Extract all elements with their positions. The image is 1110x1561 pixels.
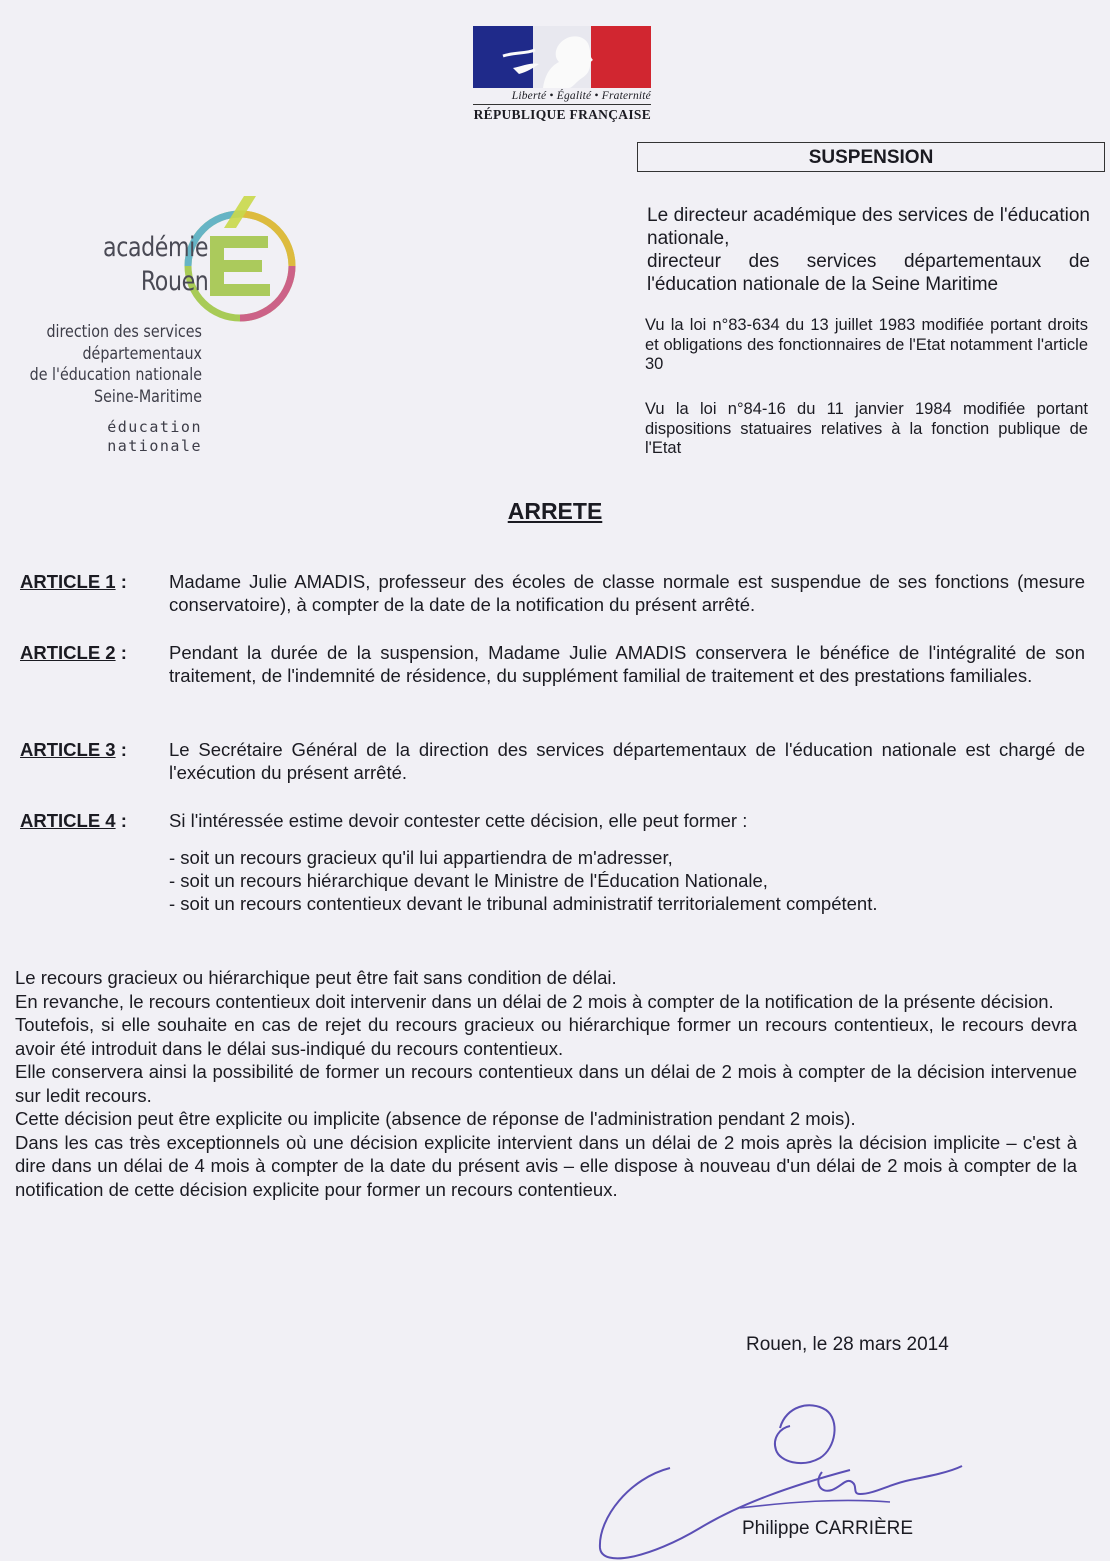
authority-line: directeur des services départementaux de l'éducation nationale de la Seine Maritime (647, 251, 1090, 295)
divider (473, 104, 651, 105)
page-title (0, 498, 1110, 525)
article (20, 570, 1085, 616)
list-item: - soit un recours gracieux qu'il lui appartiendra de m'adresser, (169, 847, 673, 868)
article-label: ARTICLE 1 : (20, 571, 127, 592)
authority-line: Le directeur académique des services de l'éducation nationale, (647, 205, 1090, 249)
article-text: Le Secrétaire Général de la direction des services départementaux de l'éducation nationale est chargé de l'exécution du présent arrêté. (169, 739, 1085, 783)
authority-block (647, 204, 1090, 296)
academy-education-line: nationale (107, 437, 202, 455)
republic-label: RÉPUBLIQUE FRANÇAISE (473, 107, 651, 122)
article-label-text: ARTICLE 2 (20, 642, 116, 663)
academy-name: académie (102, 232, 208, 263)
recourse-list (169, 846, 1085, 915)
academy-direction-line: direction des services (46, 322, 203, 342)
legal-reference: Vu la loi n°83-634 du 13 juillet 1983 modifiée portant droits et obligations des fonctionnaires de l'Etat notamment l'article 30 (645, 316, 1088, 373)
article-label-text: ARTICLE 4 (20, 810, 116, 831)
title-text: ARRETE (507, 498, 603, 524)
notice-paragraph: Dans les cas très exceptionnels où une décision explicite intervient dans un délai de 2 mois après la décision implicite – c'est à dire dans un délai de 4 mois à compter de la date du présent avis – elle dispose à nouveau d'un délai de 2 mois à compter de la notification de cette décision explicite pour former un recours contentieux. (15, 1131, 1077, 1200)
notice-paragraph: Elle conservera ainsi la possibilité de former un recours contentieux dans un délai de 2 mois à compter de la décision intervenue sur ledit recours. (15, 1061, 1077, 1106)
notice-paragraph: En revanche, le recours contentieux doit intervenir dans un délai de 2 mois à compter de la notification de la présente décision. (15, 990, 1054, 1012)
article (20, 738, 1085, 784)
academy-city: Rouen (140, 266, 208, 297)
marianne-flag-icon (473, 26, 651, 88)
motto: Liberté • Égalité • Fraternité (511, 90, 651, 102)
article (20, 809, 1085, 915)
article-label: ARTICLE 2 : (20, 642, 127, 663)
signer-name: Philippe CARRIÈRE (742, 1518, 914, 1539)
academy-direction (0, 322, 202, 408)
notice-paragraph: Toutefois, si elle souhaite en cas de rejet du recours gracieux ou hiérarchique former un recours contentieux, le recours devra avoir été introduit dans le délai sus-indiqué du recours contentieux. (15, 1014, 1077, 1059)
legal-reference: Vu la loi n°84-16 du 11 janvier 1984 modifiée portant dispositions statuaires relatives à la fonction publique de l'Etat (645, 400, 1088, 457)
document-type-box: SUSPENSION (637, 142, 1105, 172)
article-text: Pendant la durée de la suspension, Madame Julie AMADIS conservera le bénéfice de l'intégralité de son traitement, de l'indemnité de résidence, du supplément familial de traitement et des prestations familiales. (169, 642, 1085, 686)
academy-education-line: éducation (107, 418, 202, 436)
list-item: - soit un recours contentieux devant le tribunal administratif territorialement compétent. (169, 893, 878, 914)
notice-paragraph: Cette décision peut être explicite ou implicite (absence de réponse de l'administration pendant 2 mois). (15, 1108, 856, 1129)
recourse-notice (15, 966, 1077, 1201)
notice-paragraph: Le recours gracieux ou hiérarchique peut être fait sans condition de délai. (15, 967, 617, 988)
list-item: - soit un recours hiérarchique devant le Ministre de l'Éducation Nationale, (169, 870, 768, 891)
academy-direction-line: départementaux (82, 343, 202, 364)
article-label-text: ARTICLE 3 (20, 739, 116, 760)
academy-logo (30, 188, 320, 468)
article-text: Madame Julie AMADIS, professeur des écoles de classe normale est suspendue de ses fonctions (mesure conservatoire), à compter de la date de la notification du présent arrêté. (169, 571, 1085, 615)
academy-direction-line: de l'éducation nationale (29, 365, 202, 385)
academy-direction-line: Seine-Maritime (94, 386, 202, 407)
article-label: ARTICLE 4 : (20, 810, 127, 831)
article-text: Si l'intéressée estime devoir contester cette décision, elle peut former : (169, 810, 748, 831)
article-label: ARTICLE 3 : (20, 739, 127, 760)
academy-education (107, 418, 202, 456)
article (20, 641, 1085, 687)
marianne-logo (473, 26, 651, 123)
date-line: Rouen, le 28 mars 2014 (746, 1334, 949, 1355)
article-label-text: ARTICLE 1 (20, 571, 116, 592)
